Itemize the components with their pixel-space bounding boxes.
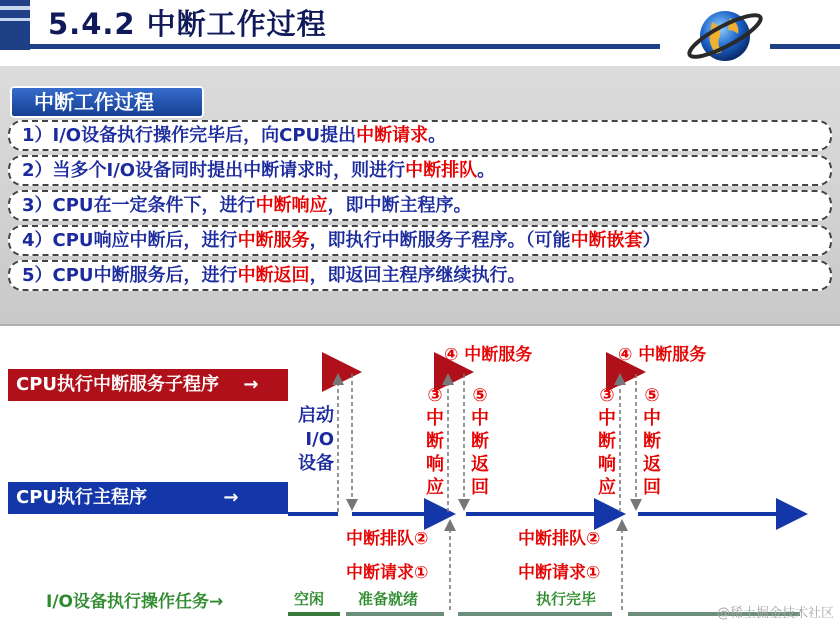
step-text: 中断服务 — [237, 230, 310, 251]
step-text: 响应中断后，进行 — [93, 230, 238, 251]
step-text: CPU — [52, 230, 94, 251]
request-label-2: 中断请求① — [518, 563, 601, 583]
response-label-1: ③ 中 断 响 应 — [426, 385, 444, 498]
step-text: 执行操作完毕后，向 — [117, 125, 280, 146]
header-rule — [0, 44, 660, 49]
step-text: I/O — [106, 160, 136, 181]
step-text: CPU — [52, 265, 94, 286]
queue-label-2: 中断排队② — [518, 529, 601, 549]
step-number: 5） — [22, 265, 53, 286]
step-5 — [8, 260, 832, 291]
step-number: 3） — [22, 195, 53, 216]
queue-label-1: 中断排队② — [346, 529, 429, 549]
page-title: 5.4.2 中断工作过程 — [48, 7, 327, 41]
step-text: I/O设备 — [52, 125, 118, 146]
institution-logo — [0, 0, 30, 50]
step-text: 提出 — [320, 125, 357, 146]
step-text: 中断请求 — [356, 125, 429, 146]
request-label-1: 中断请求① — [346, 563, 429, 583]
step-text: 中断嵌套 — [570, 230, 643, 251]
step-text: CPU — [52, 195, 94, 216]
step-text: ，即执行中断服务子程序。（可能 — [309, 230, 571, 251]
step-text: 中断响应 — [255, 195, 328, 216]
io-segment-done: 执行完毕 — [536, 590, 597, 608]
step-text: 中断排队 — [405, 160, 478, 181]
step-text: CPU — [279, 125, 321, 146]
response-label-2: ③ 中 断 响 应 — [598, 385, 616, 498]
globe-icon — [682, 4, 768, 66]
io-segment-idle: 空闲 — [294, 590, 325, 608]
step-3 — [8, 190, 832, 221]
lane-main-label: CPU执行主程序 → — [16, 487, 239, 508]
step-text: 。 — [428, 125, 447, 146]
step-text: 设备同时提出中断请求时，则进行 — [135, 160, 406, 181]
step-text: 在一定条件下，进行 — [93, 195, 256, 216]
watermark: @稀土掘金技术社区 — [716, 606, 834, 621]
step-text: 中断服务后，进行 — [93, 265, 238, 286]
step-number: 1） — [22, 125, 53, 146]
step-number: 2） — [22, 160, 53, 181]
step-text: ） — [642, 230, 661, 251]
step-2 — [8, 155, 832, 186]
io-segment-ready: 准备就绪 — [358, 590, 419, 608]
service-label-1: ④ 中断服务 — [444, 345, 533, 365]
step-text: 当多个 — [52, 160, 107, 181]
step-text: ，即中断主程序。 — [327, 195, 472, 216]
step-text: 中断返回 — [237, 265, 310, 286]
service-label-2: ④ 中断服务 — [618, 345, 707, 365]
step-1 — [8, 120, 832, 151]
step-text: 。 — [477, 160, 496, 181]
step-4 — [8, 225, 832, 256]
interrupt-timing-diagram — [0, 324, 840, 625]
lane-io-label: I/O设备执行操作任务→ — [46, 592, 224, 612]
lane-sub-label: CPU执行中断服务子程序 → — [16, 374, 259, 395]
step-text: ，即返回主程序继续执行。 — [309, 265, 526, 286]
return-label-2: ⑤ 中 断 返 回 — [643, 385, 661, 498]
section-label: 中断工作过程 — [10, 86, 204, 118]
header-rule-right — [770, 44, 840, 49]
return-label-1: ⑤ 中 断 返 回 — [471, 385, 489, 498]
start-io-label: 启动 I/O 设备 — [298, 405, 334, 474]
step-number: 4） — [22, 230, 53, 251]
